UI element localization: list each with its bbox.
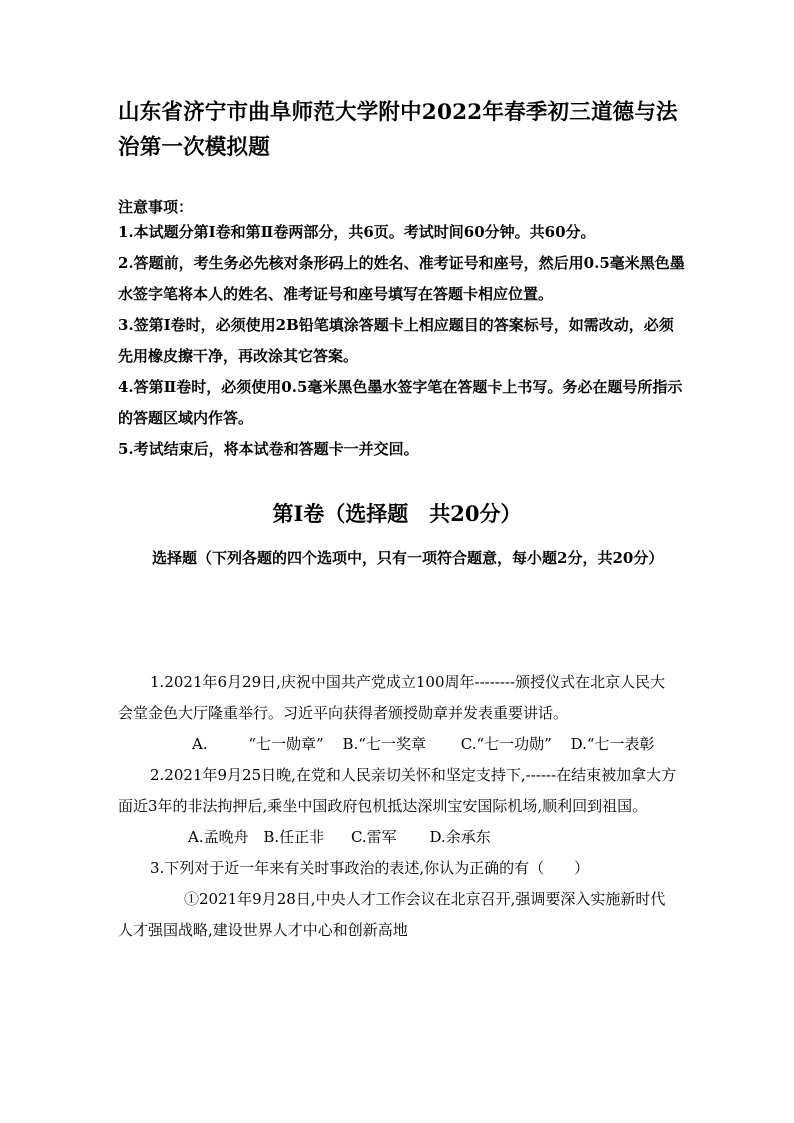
option: B.“七一奖章 xyxy=(342,735,426,753)
question-list xyxy=(118,667,678,946)
option: C.雷军 xyxy=(350,828,397,846)
option: D.余承东 xyxy=(429,828,491,846)
question-1-stem: 1.2021年6月29日,庆祝中国共产党成立100周年--------颁授仪式在北京人民大会堂金色大厅隆重举行。习近平向获得者颁授勋章并发表重要讲话。 xyxy=(118,673,666,722)
option: A.孟晚舟 xyxy=(188,828,249,846)
notes-item: 4.答第Ⅱ卷时，必须使用0.5毫米黑色墨水签字笔在答题卡上书写。务必在题号所指示的答题区域内作答。 xyxy=(118,378,683,427)
question-3-statement: ①2021年9月28日,中央人才工作会议在北京召开,强调要深入实施新时代人才强国战略,建设世界人才中心和创新高地 xyxy=(118,890,666,939)
notes-item: 1.本试题分第Ⅰ卷和第Ⅱ卷两部分，共6页。考试时间60分钟。共60分。 xyxy=(118,223,596,241)
notes-item: 2.答题前，考生务必先核对条形码上的姓名、准考证号和座号，然后用0.5毫米黑色墨水签字笔将本人的姓名、准考证号和座号填写在答题卡相应位置。 xyxy=(118,254,685,303)
option: A. xyxy=(192,735,208,753)
section-instruction: 选择题（下列各题的四个选项中，只有一项符合题意，每小题2分，共20分） xyxy=(152,549,664,567)
notes-section xyxy=(118,197,688,465)
question-2-options xyxy=(118,822,678,853)
page-title: 山东省济宁市曲阜师范大学附中2022年春季初三道德与法治第一次模拟题 xyxy=(118,100,678,160)
question-1-options xyxy=(118,729,678,760)
option: D.“七一表彰 xyxy=(570,735,655,753)
notes-label: 注意事项： xyxy=(118,198,194,216)
question-3-stem: 3.下列对于近一年来有关时事政治的表述,你认为正确的有（ ） xyxy=(150,859,590,877)
option: “七一勋章” xyxy=(248,735,324,753)
option: C.“七一功勋” xyxy=(460,735,552,753)
notes-item: 5.考试结束后，将本试卷和答题卡一并交回。 xyxy=(118,440,419,458)
option: B.任正非 xyxy=(263,828,325,846)
section-title: 第Ⅰ卷（选择题 共20分） xyxy=(272,501,522,526)
notes-item: 3.签第Ⅰ卷时，必须使用2B铅笔填涂答题卡上相应题目的答案标号，如需改动，必须先用橡皮擦干净，再改涂其它答案。 xyxy=(118,316,674,365)
question-2-stem: 2.2021年9月25日晚,在党和人民亲切关怀和坚定支持下,------在结束被加拿大方面近3年的非法拘押后,乘坐中国政府包机抵达深圳宝安国际机场,顺利回到祖国。 xyxy=(118,766,677,815)
